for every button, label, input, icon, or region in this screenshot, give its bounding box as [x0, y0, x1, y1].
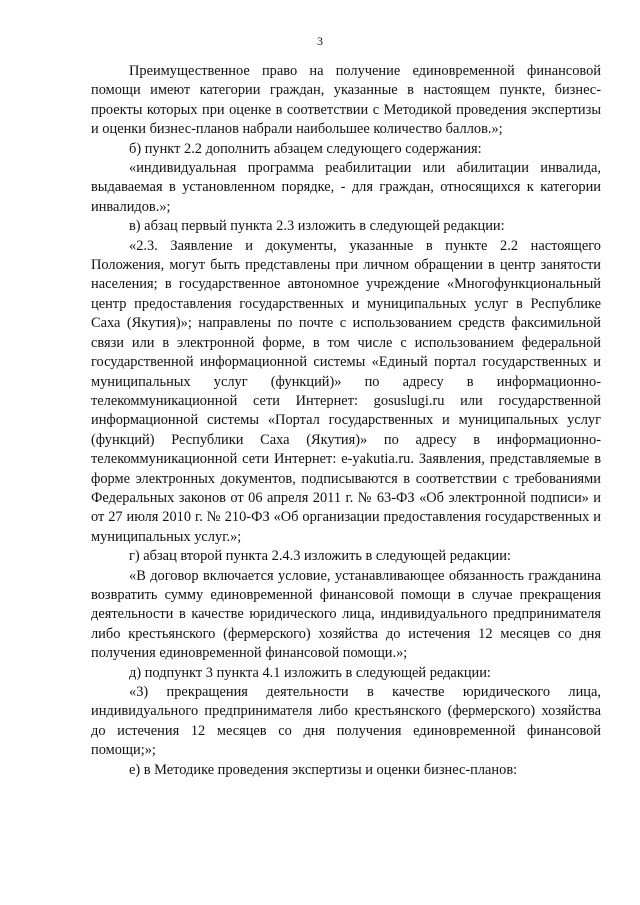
page-number: 3 — [317, 34, 323, 48]
paragraph-amendment-v: в) абзац первый пункта 2.3 изложить в следующей редакции: — [129, 218, 505, 235]
paragraph-clause-2-3: «2.3. Заявление и документы, указанные в пункте 2.2 настоящего Положения, могут быть представлены при личном обращении в центр занятости населения; в государственное автономное учреждение «Многофункциональный центр предоставления государственных и муниципальных услуг в Республике Саха (Якутия)»; направлены по почте с использованием средств факсимильной связи или в электронной форме, в том числе с использованием федеральной государственной информационной системы «Единый портал государственных и муниципальных услуг (функций)» по адресу в информационно-телекоммуникационной сети Интернет: gosuslugi.ru или государственной информационной системы «Портал государственных и муниципальных услуг (функций) Республики Саха (Якутия)» по адресу в информационно-телекоммуникационной сети Интернет: e-yakutia.ru. Заявления, представляемые в форме электронных документов, подписываются в соответствии с требованиями Федеральных законов от 06 апреля 2011 г. № 63-ФЗ «Об электронной подписи» и от 27 июля 2010 г. № 210-ФЗ «Об организации предоставления государственных и муниципальных услуг.»; — [91, 237, 601, 545]
paragraph-amendment-g: г) абзац второй пункта 2.4.3 изложить в следующей редакции: — [129, 548, 511, 565]
paragraph-rehabilitation-program: «индивидуальная программа реабилитации или абилитации инвалида, выдаваемая в установленном порядке, - для граждан, относящихся к категории инвалидов.»; — [91, 160, 601, 215]
paragraph-contract-condition: «В договор включается условие, устанавливающее обязанность гражданина возвратить сумму единовременной финансовой помощи в случае прекращения деятельности в качестве юридического лица, индивидуального предпринимателя либо крестьянского (фермерского) хозяйства до истечения 12 месяцев со дня получения единовременной финансовой помощи.»; — [91, 567, 601, 662]
paragraph-subclause-3: «3) прекращения деятельности в качестве юридического лица, индивидуального предпринимателя либо крестьянского (фермерского) хозяйства до истечения 12 месяцев со дня получения единовременной финансовой помощи;»; — [91, 684, 601, 759]
paragraph-amendment-d: д) подпункт 3 пункта 4.1 изложить в следующей редакции: — [129, 664, 491, 681]
paragraph-priority-right: Преимущественное право на получение единовременной финансовой помощи имеют категории граждан, указанные в настоящем пункте, бизнес-проекты которых при оценке в соответствии с Методикой проведения экспертизы и оценки бизнес-планов набрали наибольшее количество баллов.»; — [91, 63, 601, 138]
paragraph-amendment-e: е) в Методике проведения экспертизы и оценки бизнес-планов: — [129, 761, 518, 778]
paragraph-amendment-b: б) пункт 2.2 дополнить абзацем следующего содержания: — [129, 140, 482, 157]
document-body — [91, 62, 601, 780]
